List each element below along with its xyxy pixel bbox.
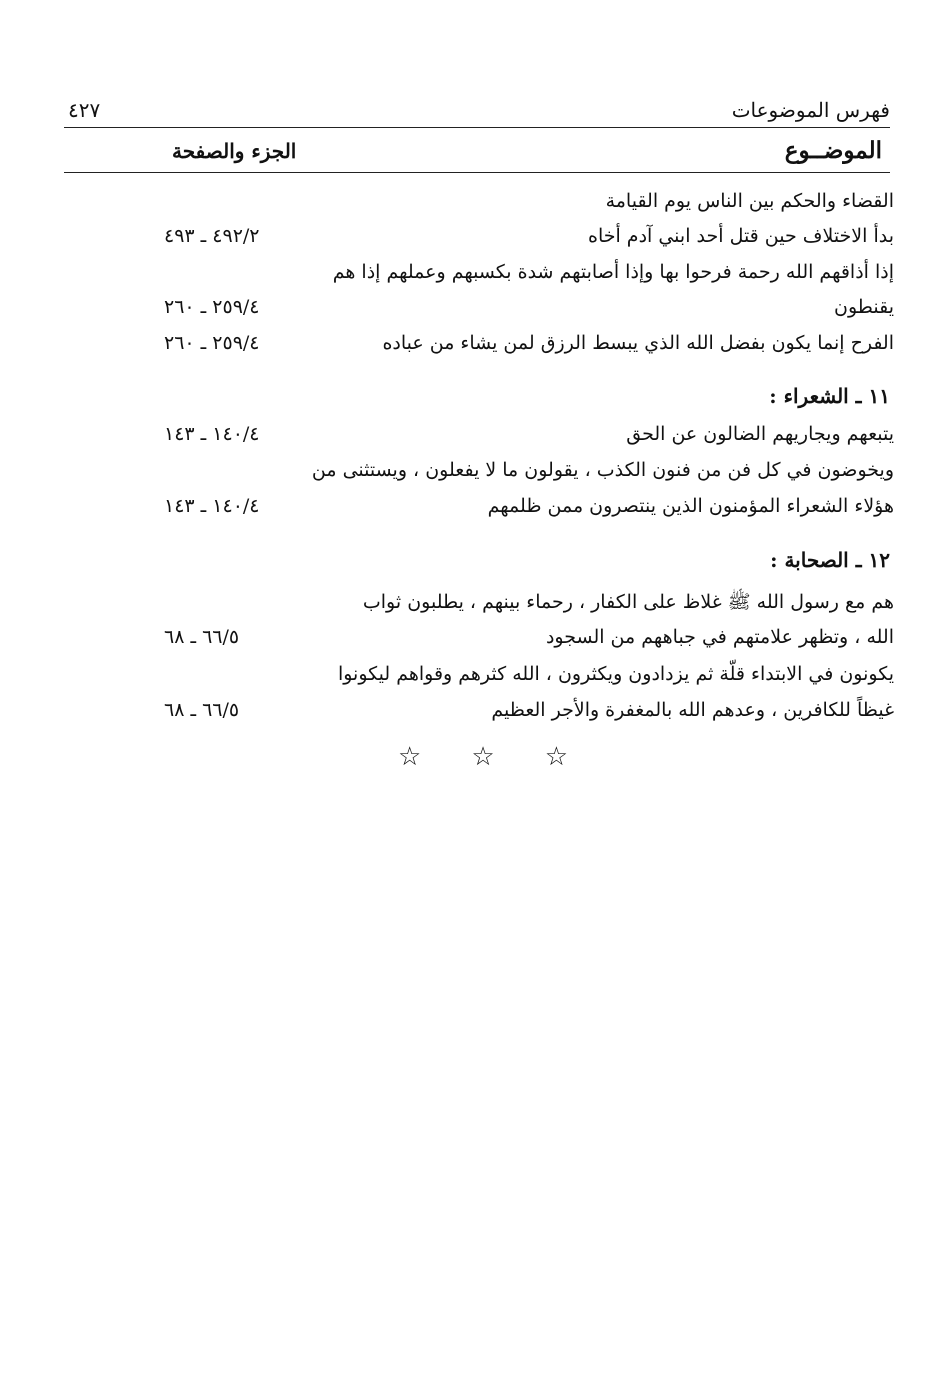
entry-reference: ٦٦/٥ ـ ٦٨	[164, 699, 240, 721]
section-end-ornament	[398, 742, 568, 772]
column-heading-topic: الموضــوع	[784, 137, 882, 164]
entry-text: الفرح إنما يكون بفضل الله الذي يبسط الرزق لمن يشاء من عباده	[382, 332, 894, 354]
entry-reference: ٢٥٩/٤ ـ ٢٦٠	[164, 332, 260, 354]
star-icon: ☆	[471, 742, 495, 772]
entry-reference: ٤٩٢/٢ ـ ٤٩٣	[164, 225, 260, 247]
section-title-poets: ١١ ـ الشعراء :	[769, 384, 890, 408]
star-icon: ☆	[544, 742, 568, 772]
running-head: فهرس الموضوعات	[731, 98, 890, 122]
index-entry	[64, 423, 894, 463]
index-entry	[64, 190, 894, 230]
entry-text: بدأ الاختلاف حين قتل أحد ابني آدم أخاه	[588, 225, 894, 247]
entry-text: يتبعهم ويجاريهم الضالون عن الحق	[626, 423, 894, 445]
index-entry	[64, 663, 894, 703]
header-rule	[64, 127, 890, 128]
entry-text: هم مع رسول الله ﷺ غلاظ على الكفار ، رحماء بينهم ، يطلبون ثواب	[362, 591, 894, 613]
entry-text: هؤلاء الشعراء المؤمنون الذين ينتصرون ممن ظلمهم	[487, 495, 894, 517]
entry-text: غيظاً للكافرين ، وعدهم الله بالمغفرة والأجر العظيم	[491, 699, 894, 721]
entry-text: إذا أذاقهم الله رحمة فرحوا بها وإذا أصابتهم شدة بكسبهم وعملهم إذا هم	[332, 261, 894, 283]
entry-reference: ١٤٠/٤ ـ ١٤٣	[164, 423, 260, 445]
index-entry	[64, 225, 894, 265]
entry-reference: ٢٥٩/٤ ـ ٢٦٠	[164, 296, 260, 318]
entry-text: يقنطون	[834, 296, 894, 318]
entry-reference: ١٤٠/٤ ـ ١٤٣	[164, 495, 260, 517]
index-entry	[64, 261, 894, 301]
column-heading-reference: الجزء والصفحة	[172, 139, 297, 163]
entry-text: القضاء والحكم بين الناس يوم القيامة	[605, 190, 894, 212]
entry-reference: ٦٦/٥ ـ ٦٨	[164, 626, 240, 648]
index-entry	[64, 626, 894, 666]
index-entry	[64, 590, 894, 630]
star-icon: ☆	[398, 742, 422, 772]
page-number: ٤٢٧	[68, 98, 101, 122]
entry-text: يكونون في الابتداء قلّة ثم يزدادون ويكثرون ، الله كثرهم وقواهم ليكونوا	[337, 663, 894, 685]
index-entry	[64, 495, 894, 535]
index-entry	[64, 459, 894, 499]
index-entry	[64, 296, 894, 336]
column-heading-rule	[64, 172, 890, 173]
entry-text: الله ، وتظهر علامتهم في جباههم من السجود	[545, 626, 894, 648]
entry-text: ويخوضون في كل فن من فنون الكذب ، يقولون ما لا يفعلون ، ويستثنى من	[311, 459, 894, 481]
index-entry	[64, 332, 894, 372]
section-title-companions: ١٢ ـ الصحابة :	[770, 548, 890, 572]
index-entry	[64, 699, 894, 739]
